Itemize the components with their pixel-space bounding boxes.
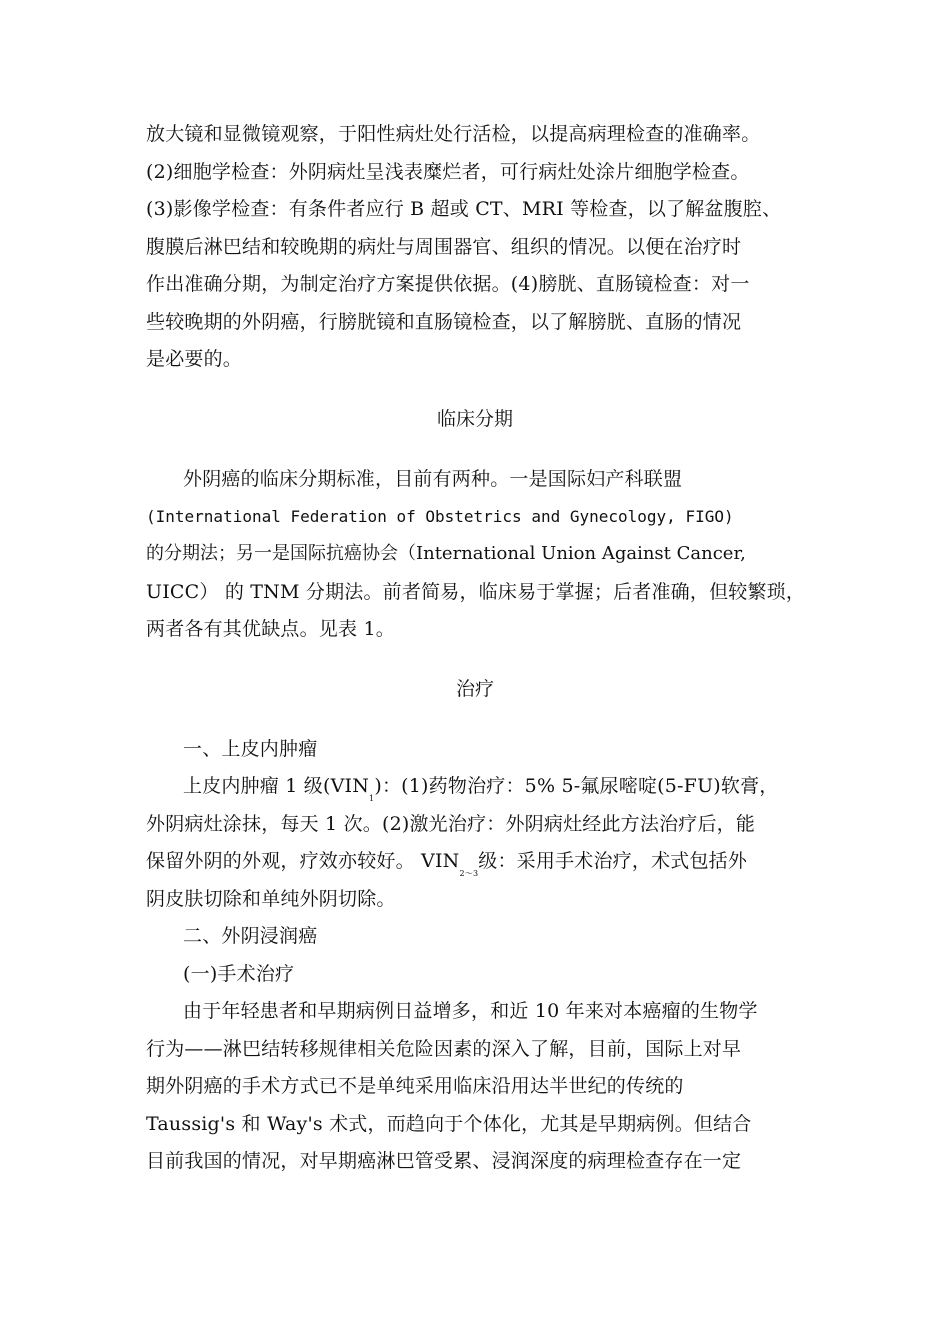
subsection-title: (一)手术治疗	[183, 963, 295, 985]
text-line: 行为——淋巴结转移规律相关危险因素的深入了解，目前，国际上对早	[146, 1038, 742, 1060]
subsection-title: 二、外阴浸润癌	[183, 925, 318, 947]
text-line: UICC） 的 TNM 分期法。前者简易，临床易于掌握；后者准确，但较繁琐，	[146, 581, 806, 603]
text-line: 的分期法；另一是国际抗癌协会（International Union Against Cancer,	[146, 543, 746, 564]
subscript: 2～3	[459, 869, 479, 878]
text-line: 些较晚期的外阴癌，行膀胱镜和直肠镜检查，以了解膀胱、直肠的情况	[146, 311, 742, 333]
text-line: Taussig's 和 Way's 术式，而趋向于个体化，尤其是早期病例。但结合	[146, 1113, 752, 1135]
text-line: 两者各有其优缺点。见表 1。	[146, 618, 395, 640]
text-line: (2)细胞学检查：外阴病灶呈浅表糜烂者，可行病灶处涂片细胞学检查。	[146, 161, 750, 183]
text-line-vin23	[146, 849, 748, 878]
text-segment: 级：采用手术治疗，术式包括外	[478, 850, 748, 872]
text-line: (3)影像学检查：有条件者应行 B 超或 CT、MRI 等检查，以了解盆腹腔、	[146, 198, 782, 220]
text-line: 是必要的。	[146, 348, 243, 370]
text-line: 期外阴癌的手术方式已不是单纯采用临床沿用达半世纪的传统的	[146, 1075, 684, 1097]
text-line: 放大镜和显微镜观察，于阳性病灶处行活检，以提高病理检查的准确率。	[146, 123, 761, 145]
section-heading-treatment: 治疗	[455, 678, 494, 700]
subsection-title: 一、上皮内肿瘤	[183, 738, 318, 760]
text-line: 目前我国的情况，对早期癌淋巴管受累、浸润深度的病理检查存在一定	[146, 1150, 742, 1172]
text-line-vin1	[183, 774, 779, 803]
text-line: 外阴病灶涂抹，每天 1 次。(2)激光治疗：外阴病灶经此方法治疗后，能	[146, 813, 756, 835]
section-heading-staging: 临床分期	[436, 408, 513, 430]
subscript: 1	[369, 794, 375, 803]
text-line: 作出准确分期，为制定治疗方案提供依据。(4)膀胱、直肠镜检查：对一	[146, 273, 750, 295]
text-segment: )：(1)药物治疗：5% 5-氟尿嘧啶(5-FU)软膏，	[374, 775, 779, 797]
text-line: 阴皮肤切除和单纯外阴切除。	[146, 888, 396, 910]
text-segment: 保留外阴的外观，疗效亦较好。 VIN	[146, 850, 460, 872]
text-line: (International Federation of Obstetrics and Gynecology, FIGO)	[146, 507, 734, 526]
text-line: 由于年轻患者和早期病例日益增多，和近 10 年来对本癌瘤的生物学	[183, 1000, 758, 1022]
text-segment: 上皮内肿瘤 1 级(VIN	[183, 775, 370, 797]
text-line: 外阴癌的临床分期标准，目前有两种。一是国际妇产科联盟	[183, 468, 683, 490]
text-line: 腹膜后淋巴结和较晚期的病灶与周围器官、组织的情况。以便在治疗时	[146, 236, 742, 258]
